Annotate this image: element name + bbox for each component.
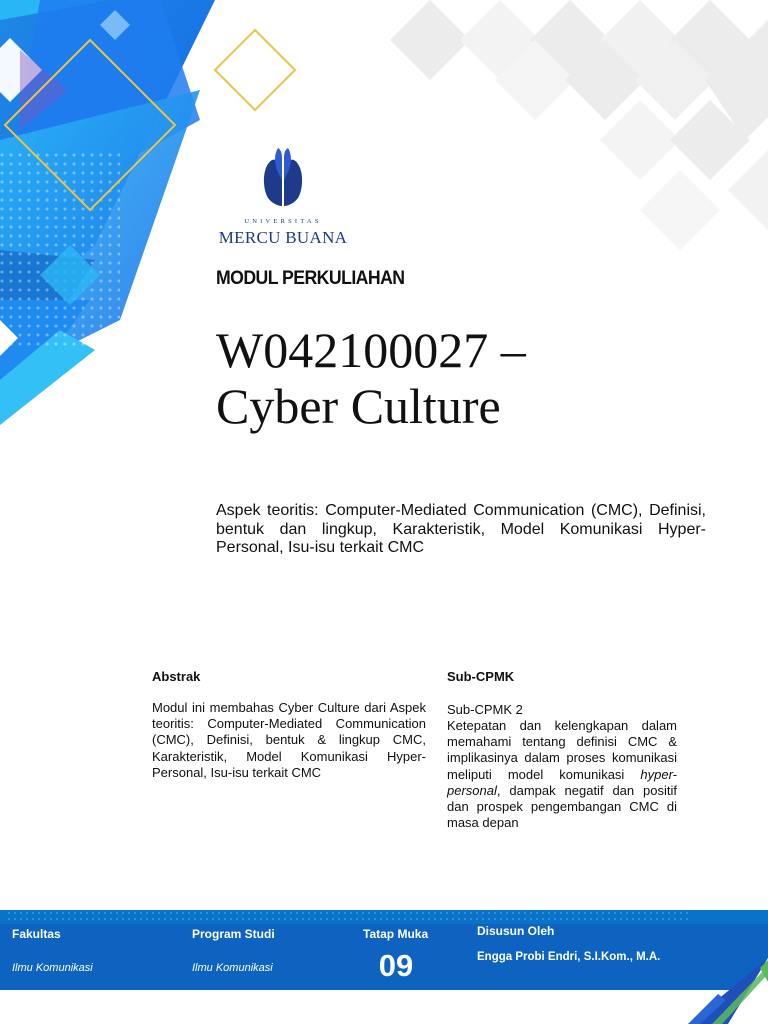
mercu-buana-flame-logo-icon bbox=[216, 140, 350, 218]
logo-university-name: MERCU BUANA bbox=[218, 228, 348, 247]
subcpmk-text bbox=[447, 718, 677, 831]
tatap-muka-value: 09 bbox=[378, 948, 414, 983]
program-studi-value: Ilmu Komunikasi bbox=[192, 962, 273, 974]
module-subtitle: Aspek teoritis: Computer-Mediated Communication (CMC), Definisi, bentuk dan lingkup, Karakteristik, Model Komunikasi Hyper-Personal, Isu-isu terkait CMC bbox=[216, 502, 706, 556]
title-line-2: Cyber Culture bbox=[216, 378, 501, 434]
page-title bbox=[216, 322, 746, 434]
subcpmk-text-italic: hyper-personal bbox=[447, 766, 677, 798]
subcpmk-label: Sub-CPMK 2 bbox=[447, 702, 523, 717]
abstrak-text: Modul ini membahas Cyber Culture dari Aspek teoritis: Computer-Mediated Communication (CMC), Definisi, bentuk & lingkup CMC, Karakteristik, Model Komunikasi Hyper-Personal, Isu-isu terkait CMC bbox=[152, 700, 426, 780]
subcpmk-heading: Sub-CPMK bbox=[447, 669, 515, 684]
subcpmk-text-part2: , dampak negatif dan positif dan prospek pengembangan CMC di masa depan bbox=[447, 782, 677, 831]
program-studi-label: Program Studi bbox=[192, 927, 275, 941]
corner-accent bbox=[688, 910, 768, 1024]
abstrak-heading: Abstrak bbox=[152, 669, 201, 684]
tatap-muka-label: Tatap Muka bbox=[363, 927, 429, 941]
gray-diamond-pattern bbox=[390, 0, 768, 250]
disusun-oleh-label: Disusun Oleh bbox=[477, 924, 555, 938]
subcpmk-text-part1: Ketepatan dan kelengkapan dalam memahami tentang definisi CMC & implikasinya dalam proses komunikasi meliputi model komunikasi bbox=[447, 718, 677, 782]
fakultas-label: Fakultas bbox=[12, 927, 61, 941]
module-label: MODUL PERKULIAHAN bbox=[216, 268, 405, 289]
fakultas-value: Ilmu Komunikasi bbox=[12, 962, 93, 974]
title-line-1: W042100027 – bbox=[216, 322, 526, 378]
logo-small-text: UNIVERSITAS bbox=[244, 218, 322, 225]
university-logo bbox=[216, 140, 350, 250]
footer-dot-stripe bbox=[6, 910, 690, 924]
author-name: Engga Probi Endri, S.I.Kom., M.A. bbox=[477, 951, 661, 963]
